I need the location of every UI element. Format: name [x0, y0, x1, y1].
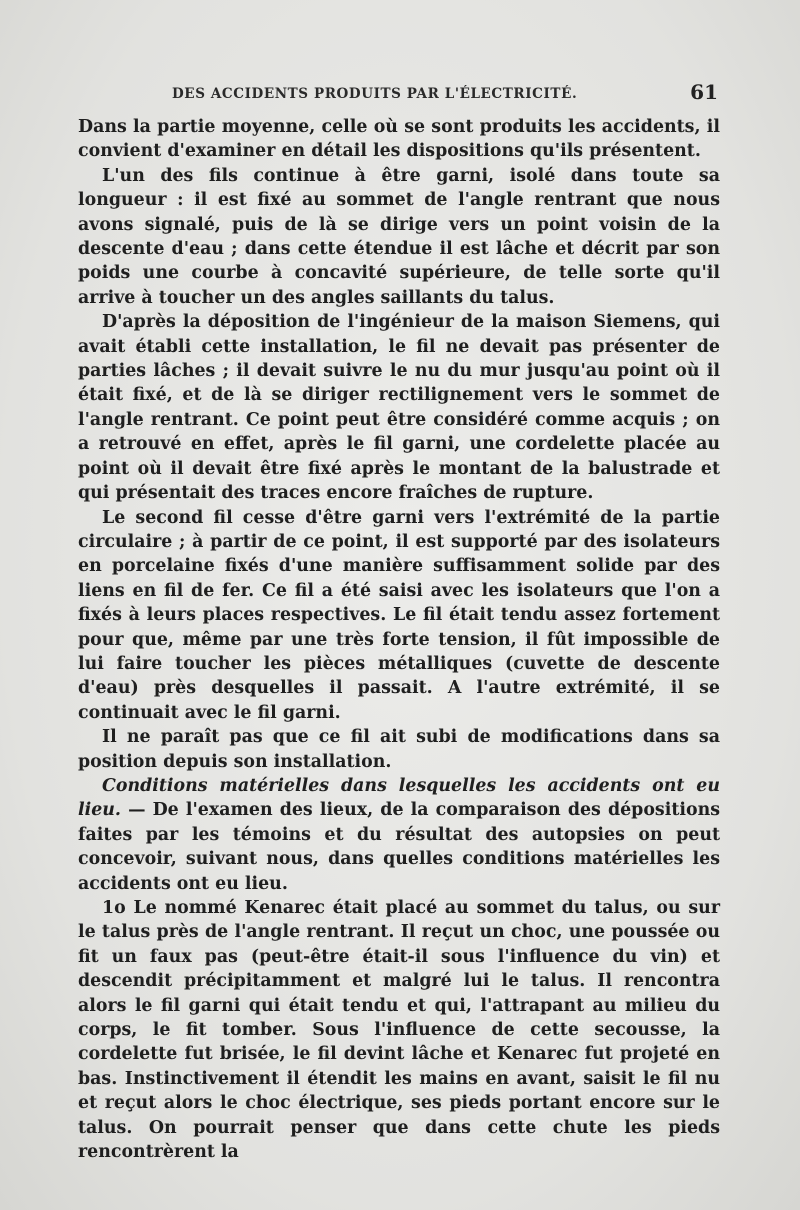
paragraph: 1o Le nommé Kenarec était placé au sommet du talus, ou sur le talus près de l'angle rentrant. Il reçut un choc, une poussée ou fit un faux pas (peut-être était-il sous l'influence du vin) et descendit précipitamment et malgré lui le talus. Il rencontra alors le fil garni qui était tendu et qui, l'attrapant au milieu du corps, le fit tomber. Sous l'influence de cette secousse, la cordelette fut brisée, le fil devint lâche et Kenarec fut projeté en bas. Instinctivement il étendit les mains en avant, saisit le fil nu et reçut alors le choc électrique, ses pieds portant encore sur le talus. On pourrait penser que dans cette chute les pieds rencontrèrent la	[78, 898, 720, 1163]
paragraph: Dans la partie moyenne, celle où se sont produits les accidents, il convient d'examiner en détail les dispositions qu'ils présentent.	[78, 117, 720, 162]
section-heading: Conditions matérielles dans lesquelles les accidents ont eu lieu.	[78, 775, 720, 821]
conditions-text: — De l'examen des lieux, de la comparaison des dépositions faites par les témoins et du résultat des autopsies on peut concevoir, suivant nous, dans quelles conditions matérielles les accidents ont eu lieu.	[78, 800, 720, 894]
page-number: 61	[690, 80, 718, 104]
running-title: DES ACCIDENTS PRODUITS PAR L'ÉLECTRICITÉ.	[172, 86, 578, 102]
paragraph: Le second fil cesse d'être garni vers l'extrémité de la partie circulaire ; à partir de ce point, il est supporté par des isolateurs en porcelaine fixés d'une manière suffisamment solide par des liens en fil de fer. Ce fil a été saisi avec les isolateurs que l'on a fixés à leurs places respectives. Le fil était tendu assez fortement pour que, même par une très forte tension, il fût impossible de lui faire toucher les pièces métalliques (cuvette de descente d'eau) près desquelles il passait. A l'autre extrémité, il se continuait avec le fil garni.	[78, 507, 720, 723]
paragraph-conditions	[78, 774, 720, 896]
paragraph: L'un des fils continue à être garni, isolé dans toute sa longueur : il est fixé au sommet de l'angle rentrant que nous avons signalé, puis de là se dirige vers un point voisin de la descente d'eau ; dans cette étendue il est lâche et décrit par son poids une courbe à concavité supérieure, de telle sorte qu'il arrive à toucher un des angles saillants du talus.	[78, 165, 720, 308]
page-header	[78, 80, 722, 106]
paragraph: Il ne paraît pas que ce fil ait subi de modifications dans sa position depuis son installation.	[78, 727, 720, 772]
paragraph: D'après la déposition de l'ingénieur de la maison Siemens, qui avait établi cette installation, le fil ne devait pas présenter de parties lâches ; il devait suivre le nu du mur jusqu'au point où il était fixé, et de là se diriger rectilignement vers le sommet de l'angle rentrant. Ce point peut être considéré comme acquis ; on a retrouvé en effet, après le fil garni, une cordelette placée au point où il devait être fixé après le montant de la balustrade et qui présentait des traces encore fraîches de rupture.	[78, 312, 720, 504]
body-text	[78, 115, 720, 1164]
